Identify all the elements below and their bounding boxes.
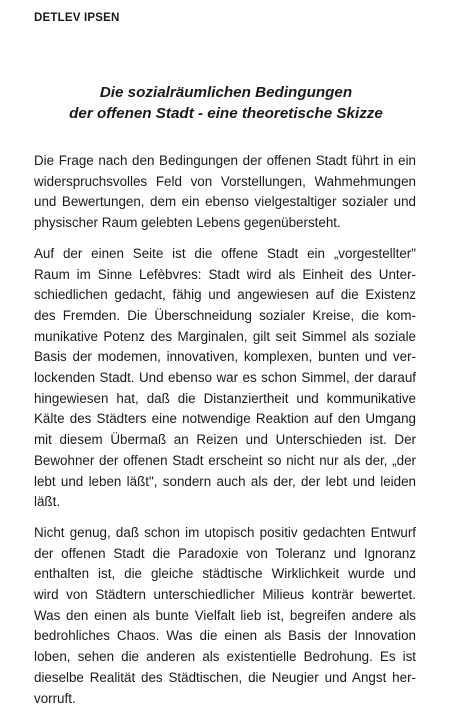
paragraph-line: und Bewertungen, dem ein ebenso vielgestaltiger sozialer und [34,194,416,210]
paragraph-line: Die Frage nach den Bedingungen der offenen Stadt führt in ein [34,153,416,168]
paragraph-line: Kälte des Städters eine notwendige Reaktion auf den Umgang [34,411,416,427]
paragraph-line: Nicht genug, daß schon im utopisch positiv gedachten Entwurf [34,524,416,540]
paragraph-line: vorruft. [34,690,76,706]
paragraph-line: wird von Städtern unterschiedlicher Milieus konträr bewertet. [34,587,416,603]
paragraph-line: des Fremden. Die Überschneidung sozialer Kreise, die kom- [34,307,416,323]
title-line: der offenen Stadt - eine theoretische Skizze [69,105,383,122]
paragraph-line: lockenden Stadt. Und ebenso war es schon Simmel, der darauf [34,370,416,386]
paragraph-line: Auf der einen Seite ist die offene Stadt ein „vorgestellter" [34,245,416,261]
paragraph-line: läßt. [34,494,61,510]
paragraph-line: hingewiesen hat, daß die Distanziertheit und kommunikative [34,390,416,406]
paragraph-line: lebt und leben läßt", sondern auch als der, der lebt und leiden [34,473,416,489]
paragraph-line: Was den einen als bunte Vielfalt lieb ist, begreifen andere als [34,607,416,623]
paragraph-line: schiedlichen gedacht, fähig und angewiesen auf die Existenz [34,287,416,303]
paragraph-line: bedrohliches Chaos. Was die einen als Basis der Innovation [34,628,416,644]
article-title [0,82,452,124]
paragraph-line: physischer Raum gelebten Lebens gegenübersteht. [34,215,341,231]
paragraph-line: dieselbe Realität des Städtischen, die Neugier und Angst her- [34,669,416,685]
paragraph-line: munikative Potenz des Marginalen, gilt seit Simmel als soziale [34,328,416,344]
title-line: Die sozialräumlichen Bedingungen [99,84,353,101]
paragraph [34,151,416,234]
paragraph-line: widerspruchsvolles Feld von Vorstellungen, Wahmehmungen [34,173,416,189]
paragraph-line: enthalten ist, die gleiche städtische Wirklichkeit wurde und [34,566,416,582]
paragraph [34,244,416,513]
paragraph [34,523,416,709]
paragraph-line: Bewohner der offenen Stadt erscheint so nicht nur als der, „der [34,452,416,468]
paragraph-line: der offenen Stadt die Paradoxie von Toleranz und Ignoranz [34,545,416,561]
author-name: DETLEV IPSEN [34,12,120,24]
paragraph-line: mit diesem Übermaß an Reizen und Unterschieden ist. Der [34,432,416,448]
paragraph-line: loben, sehen die anderen als existentielle Bedrohung. Es ist [34,649,416,665]
article-body [34,151,416,719]
paragraph-line: Raum im Sinne Lefèbvres: Stadt wird als Einheit des Unter- [34,266,416,282]
paragraph-line: Basis der modemen, innovativen, komplexen, bunten und ver- [34,349,416,365]
